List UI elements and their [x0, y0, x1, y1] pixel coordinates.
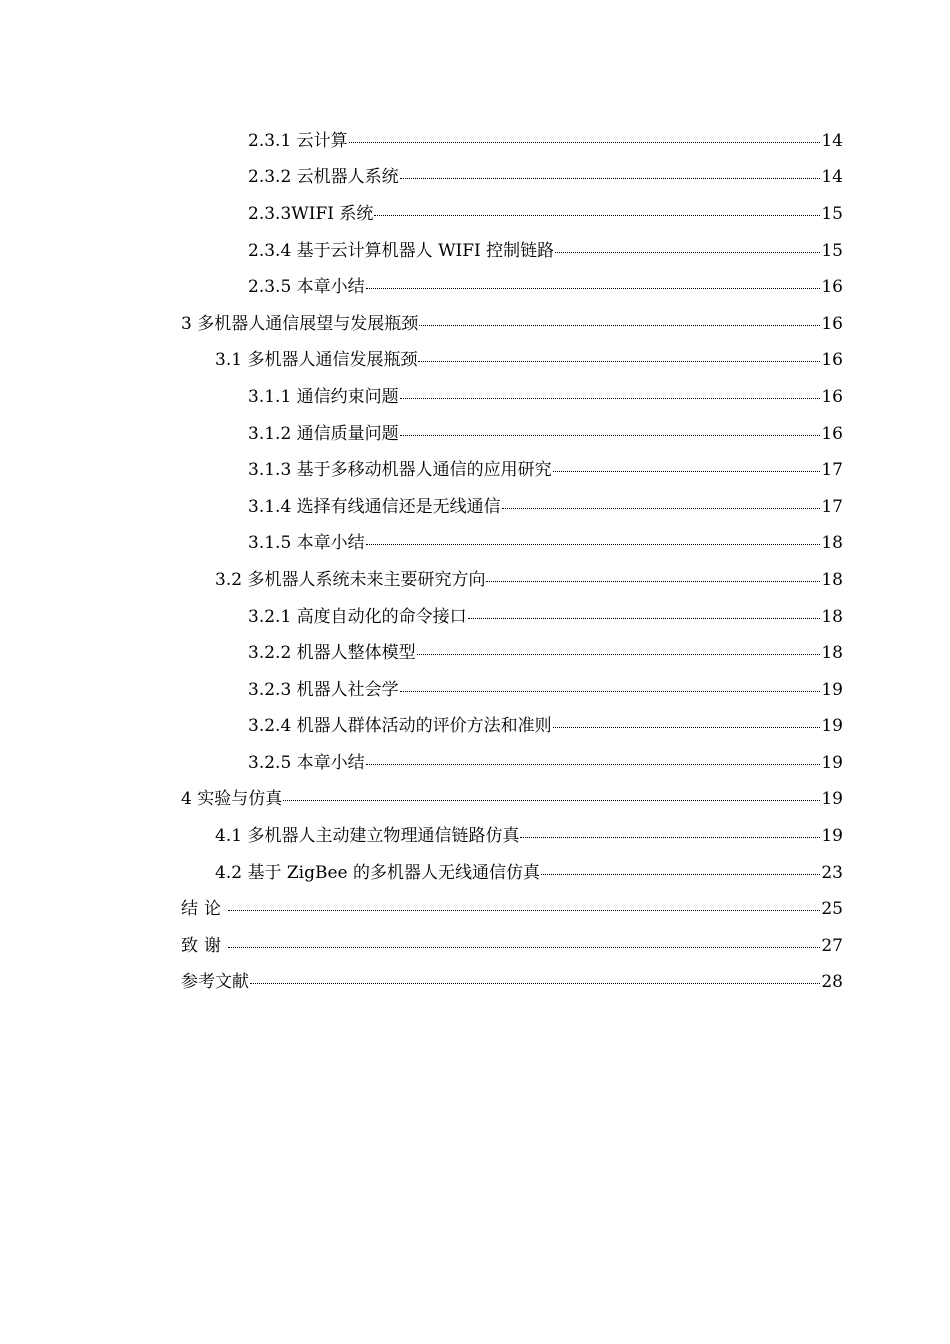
toc-entry-page-number: 14	[821, 167, 843, 188]
toc-entry[interactable]	[0, 303, 950, 340]
toc-entry-title: 3.1.3 基于多移动机器人通信的应用研究	[248, 460, 552, 481]
toc-entry-title: 3 多机器人通信展望与发展瓶颈	[181, 313, 419, 334]
dot-leader	[228, 947, 820, 948]
toc-entry-title: 2.3.1 云计算	[248, 130, 348, 151]
toc-entry[interactable]	[0, 340, 950, 377]
toc-entry-page-number: 17	[821, 460, 843, 481]
toc-entry-title: 3.1 多机器人通信发展瓶颈	[215, 350, 418, 371]
dot-leader	[502, 508, 821, 509]
toc-entry-title: 4.2 基于 ZigBee 的多机器人无线通信仿真	[215, 862, 540, 883]
toc-entry-page-number: 18	[821, 606, 843, 627]
dot-leader	[283, 800, 820, 801]
toc-entry-title: 3.1.4 选择有线通信还是无线通信	[248, 496, 501, 517]
toc-entry-page-number: 16	[821, 423, 843, 444]
toc-entry[interactable]	[0, 962, 950, 999]
toc-entry-page-number: 23	[821, 862, 843, 883]
toc-entry[interactable]	[0, 596, 950, 633]
toc-entry[interactable]	[0, 413, 950, 450]
toc-entry-page-number: 14	[821, 130, 843, 151]
table-of-contents	[0, 120, 950, 998]
toc-entry[interactable]	[0, 632, 950, 669]
toc-entry-page-number: 15	[821, 240, 843, 261]
toc-entry-title: 3.2.3 机器人社会学	[248, 679, 399, 700]
toc-entry-title: 致谢	[181, 935, 227, 956]
toc-entry-title: 3.1.2 通信质量问题	[248, 423, 399, 444]
toc-entry-page-number: 27	[821, 935, 843, 956]
dot-leader	[486, 581, 820, 582]
toc-entry[interactable]	[0, 193, 950, 230]
dot-leader	[520, 837, 820, 838]
toc-entry[interactable]	[0, 669, 950, 706]
toc-entry[interactable]	[0, 559, 950, 596]
toc-entry-page-number: 19	[821, 679, 843, 700]
toc-entry[interactable]	[0, 779, 950, 816]
toc-entry-page-number: 18	[821, 569, 843, 590]
dot-leader	[553, 471, 821, 472]
toc-entry[interactable]	[0, 925, 950, 962]
dot-leader	[417, 654, 821, 655]
dot-leader	[555, 252, 820, 253]
toc-entry[interactable]	[0, 852, 950, 889]
toc-entry-title: 参考文献	[181, 972, 249, 993]
toc-entry-page-number: 15	[821, 203, 843, 224]
toc-entry-page-number: 19	[821, 826, 843, 847]
dot-leader	[374, 215, 820, 216]
dot-leader	[366, 544, 821, 545]
dot-leader	[349, 142, 821, 143]
toc-entry-page-number: 18	[821, 643, 843, 664]
toc-entry[interactable]	[0, 449, 950, 486]
toc-entry-title: 3.1.5 本章小结	[248, 533, 365, 554]
toc-entry-page-number: 16	[821, 386, 843, 407]
toc-entry-page-number: 18	[821, 533, 843, 554]
toc-entry-title: 3.2.1 高度自动化的命令接口	[248, 606, 467, 627]
toc-entry-page-number: 16	[821, 350, 843, 371]
toc-entry-page-number: 19	[821, 752, 843, 773]
toc-entry[interactable]	[0, 266, 950, 303]
dot-leader	[541, 874, 820, 875]
toc-entry[interactable]	[0, 120, 950, 157]
toc-entry-title: 3.2.2 机器人整体模型	[248, 643, 416, 664]
dot-leader	[366, 288, 821, 289]
toc-entry[interactable]	[0, 523, 950, 560]
toc-entry[interactable]	[0, 815, 950, 852]
toc-entry-page-number: 19	[821, 716, 843, 737]
dot-leader	[228, 910, 820, 911]
toc-entry[interactable]	[0, 742, 950, 779]
toc-entry[interactable]	[0, 486, 950, 523]
toc-entry-title: 2.3.2 云机器人系统	[248, 167, 399, 188]
toc-entry-page-number: 28	[821, 972, 843, 993]
toc-entry-title: 2.3.4 基于云计算机器人 WIFI 控制链路	[248, 240, 555, 261]
dot-leader	[468, 618, 821, 619]
dot-leader	[400, 398, 821, 399]
dot-leader	[553, 727, 821, 728]
toc-entry-page-number: 16	[821, 313, 843, 334]
toc-entry-page-number: 16	[821, 277, 843, 298]
toc-entry-page-number: 17	[821, 496, 843, 517]
toc-entry[interactable]	[0, 157, 950, 194]
toc-entry-page-number: 19	[821, 789, 843, 810]
dot-leader	[419, 325, 820, 326]
toc-entry-title: 2.3.3WIFI 系统	[248, 203, 374, 224]
dot-leader	[366, 764, 821, 765]
toc-entry-title: 3.1.1 通信约束问题	[248, 386, 399, 407]
toc-entry-title: 3.2.5 本章小结	[248, 752, 365, 773]
toc-entry-title: 3.2 多机器人系统未来主要研究方向	[215, 569, 486, 590]
dot-leader	[400, 691, 821, 692]
toc-entry[interactable]	[0, 888, 950, 925]
dot-leader	[400, 178, 821, 179]
toc-entry-title: 3.2.4 机器人群体活动的评价方法和准则	[248, 716, 552, 737]
toc-entry-title: 2.3.5 本章小结	[248, 277, 365, 298]
dot-leader	[400, 435, 821, 436]
dot-leader	[418, 361, 820, 362]
toc-entry-title: 4.1 多机器人主动建立物理通信链路仿真	[215, 826, 520, 847]
toc-entry-title: 结论	[181, 899, 227, 920]
toc-entry-title: 4 实验与仿真	[181, 789, 283, 810]
toc-entry[interactable]	[0, 230, 950, 267]
toc-entry[interactable]	[0, 376, 950, 413]
toc-entry[interactable]	[0, 706, 950, 743]
dot-leader	[250, 983, 820, 984]
toc-entry-page-number: 25	[821, 899, 843, 920]
